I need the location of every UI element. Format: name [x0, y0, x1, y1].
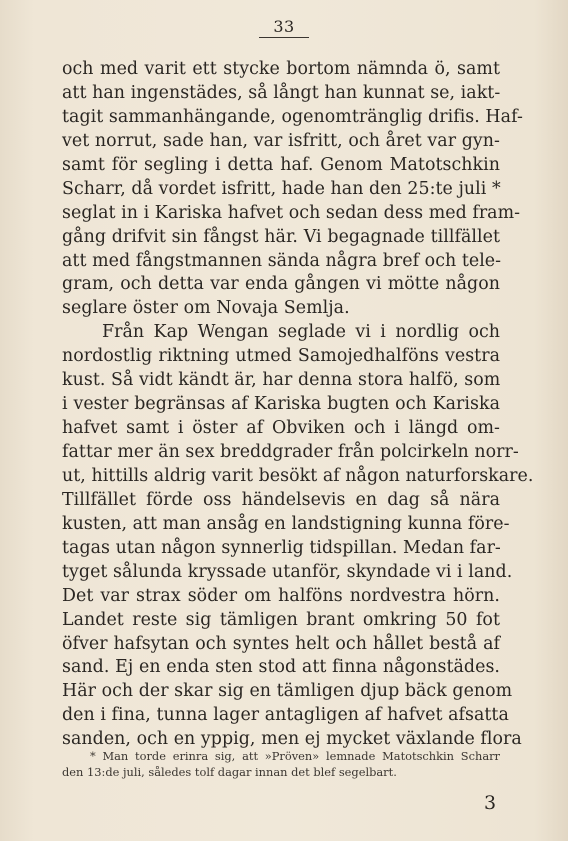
body-text: [62, 58, 534, 752]
footnote-line: * Man torde erinra sig, att »Pröven» lemnade Matotschkin Scharr: [90, 749, 500, 763]
text-line: fattar mer än sex breddgrader från polcirkeln norr-: [62, 442, 519, 462]
text-line: Från Kap Wengan seglade vi i nordlig och: [102, 322, 500, 343]
text-line: den i fina, tunna lager antagligen af hafvet afsatta: [62, 705, 509, 726]
text-line: kust. Så vidt kändt är, har denna stora halfö, som: [62, 370, 501, 391]
text-line: gram, och detta var enda gången vi mötte någon: [62, 274, 500, 295]
text-line: samt för segling i detta haf. Genom Matotschkin: [62, 154, 500, 175]
text-line: nordostlig riktning utmed Samojedhalföns vestra: [62, 346, 500, 367]
footnote: [62, 748, 500, 780]
text-line: Scharr, då vordet isfritt, hade han den 25:te juli *: [62, 178, 501, 199]
footnote-line: den 13:de juli, således tolf dagar innan det blef segelbart.: [62, 765, 397, 779]
text-line: att med fångstmannen sända några bref och tele-: [62, 250, 502, 271]
text-line: kusten, att man ansåg en landstigning kunna före-: [62, 513, 510, 534]
text-line: sanden, och en yppig, men ej mycket växlande flora: [62, 729, 522, 750]
text-line: Det var strax söder om halföns nordvestra hörn.: [62, 585, 500, 606]
signature-mark: 3: [484, 792, 497, 814]
text-line: tagas utan någon synnerlig tidspillan. Medan far-: [62, 537, 501, 558]
text-line: vet norrut, sade han, var isfritt, och året var gyn-: [62, 130, 500, 151]
text-line: tyget sålunda kryssade utanför, skyndade vi i land.: [62, 561, 513, 582]
text-line: seglare öster om Novaja Semlja.: [62, 298, 350, 319]
text-line: i vester begränsas af Kariska bugten och Kariska: [62, 394, 500, 415]
page-number: 33: [0, 17, 568, 38]
text-line: hafvet samt i öster af Obviken och i längd om-: [62, 418, 500, 439]
text-line: seglat in i Kariska hafvet och sedan dess med fram-: [62, 202, 521, 223]
text-line: tagit sammanhängande, ogenomtränglig drifis. Haf-: [62, 106, 523, 127]
text-line: gång drifvit sin fångst här. Vi begagnade tillfället: [62, 226, 500, 247]
text-line: Här och der skar sig en tämligen djup bäck genom: [62, 681, 513, 702]
text-line: öfver hafsytan och syntes helt och hållet bestå af: [62, 633, 500, 654]
text-line: sand. Ej en enda sten stod att finna någonstädes.: [62, 657, 500, 678]
text-line: ut, hittills aldrig varit besökt af någon naturforskare.: [62, 465, 534, 486]
text-line: Landet reste sig tämligen brant omkring 50 fot: [62, 609, 500, 630]
text-line: Tillfället förde oss händelsevis en dag så nära: [62, 489, 500, 510]
text-line: och med varit ett stycke bortom nämnda ö, samt: [62, 59, 500, 79]
text-line: att han ingenstädes, så långt han kunnat se, iakt-: [62, 82, 501, 103]
